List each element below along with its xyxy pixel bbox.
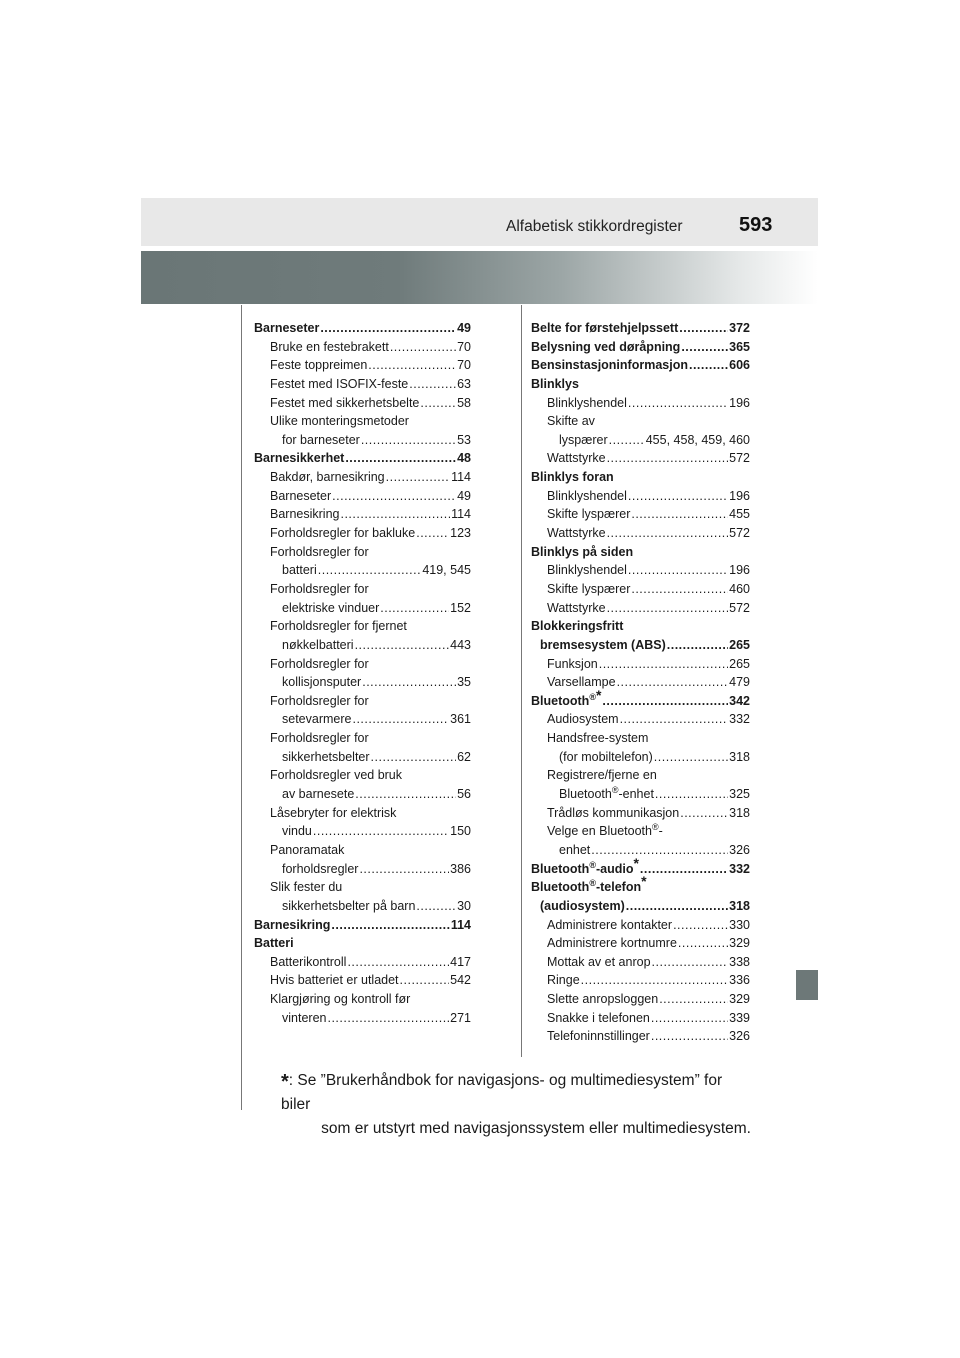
index-entry-page: 342 bbox=[729, 693, 750, 708]
index-entry-label: (audiosystem) bbox=[540, 898, 625, 913]
leader-dots bbox=[371, 748, 457, 767]
leader-dots bbox=[651, 1009, 728, 1028]
index-entry-label: vinteren bbox=[282, 1010, 327, 1025]
index-entry-label: Feste toppreimen bbox=[270, 358, 368, 373]
leader-dots bbox=[380, 599, 449, 618]
index-entry-label: Bruke en festebrakett bbox=[270, 339, 389, 354]
leader-dots bbox=[678, 934, 728, 953]
index-entry-label: Bensinstasjoninformasjon bbox=[531, 358, 688, 373]
footnote-line-2: som er utstyrt med navigasjonssystem eller multimediesystem. bbox=[321, 1120, 751, 1137]
index-entry-page: 365 bbox=[729, 339, 750, 354]
index-entry-label: Barnesikring bbox=[254, 917, 331, 932]
index-column-left bbox=[254, 319, 471, 1027]
index-entry bbox=[254, 338, 471, 357]
index-entry-label: Bakdør, barnesikring bbox=[270, 470, 385, 485]
index-entry-page: 332 bbox=[729, 712, 750, 727]
index-entry bbox=[254, 319, 471, 338]
index-entry bbox=[531, 1027, 750, 1046]
index-entry bbox=[254, 822, 471, 841]
index-entry bbox=[254, 990, 471, 1009]
leader-dots bbox=[654, 748, 728, 767]
index-entry bbox=[254, 431, 471, 450]
index-entry-label: Wattstyrke bbox=[547, 600, 606, 615]
leader-dots bbox=[320, 319, 456, 338]
leader-dots bbox=[620, 710, 729, 729]
leader-dots bbox=[599, 655, 728, 674]
index-entry bbox=[254, 804, 471, 823]
index-entry bbox=[254, 897, 471, 916]
index-entry-page: 56 bbox=[457, 787, 471, 802]
index-entry-label: av barnesete bbox=[282, 787, 355, 802]
index-entry bbox=[254, 375, 471, 394]
index-entry bbox=[531, 748, 750, 767]
index-entry bbox=[531, 356, 750, 375]
leader-dots bbox=[655, 785, 728, 804]
index-entry bbox=[531, 673, 750, 692]
index-entry-page: 318 bbox=[729, 898, 750, 913]
index-entry-page: 62 bbox=[457, 749, 471, 764]
index-entry-page: 572 bbox=[729, 451, 750, 466]
index-entry bbox=[254, 356, 471, 375]
leader-dots bbox=[390, 338, 456, 357]
index-entry-label: nøkkelbatteri bbox=[282, 637, 354, 652]
index-entry-page: 329 bbox=[729, 936, 750, 951]
index-entry-page: 338 bbox=[729, 954, 750, 969]
index-entry-label: setevarmere bbox=[282, 712, 352, 727]
index-entry bbox=[531, 934, 750, 953]
index-entry-label: Wattstyrke bbox=[547, 451, 606, 466]
index-entry-label: Administrere kortnumre bbox=[547, 936, 677, 951]
leader-dots bbox=[345, 449, 456, 468]
index-entry bbox=[254, 766, 471, 785]
index-entry bbox=[254, 524, 471, 543]
index-entry bbox=[531, 1009, 750, 1028]
leader-dots bbox=[361, 431, 456, 450]
index-entry-page: 30 bbox=[457, 898, 471, 913]
leader-dots bbox=[591, 841, 728, 860]
index-entry-label: Bluetooth®-audio* bbox=[531, 854, 639, 876]
index-entry-label: Forholdsregler for fjernet bbox=[270, 619, 407, 634]
index-entry-label: Belysning ved døråpning bbox=[531, 339, 681, 354]
index-entry-page: 443 bbox=[450, 637, 471, 652]
index-entry bbox=[531, 338, 750, 357]
index-entry bbox=[254, 916, 471, 935]
index-entry bbox=[531, 953, 750, 972]
index-entry-label: Ulike monteringsmetoder bbox=[270, 414, 409, 429]
index-entry-page: 325 bbox=[729, 787, 750, 802]
index-entry-label: Barneseter bbox=[270, 488, 332, 503]
index-entry bbox=[531, 561, 750, 580]
leader-dots bbox=[631, 505, 728, 524]
index-entry-page: 318 bbox=[729, 749, 750, 764]
index-entry bbox=[531, 487, 750, 506]
index-entry bbox=[254, 785, 471, 804]
index-entry-label: Festet med sikkerhetsbelte bbox=[270, 395, 420, 410]
index-entry bbox=[531, 412, 750, 431]
leader-dots bbox=[652, 953, 729, 972]
index-entry-page: 326 bbox=[729, 1029, 750, 1044]
footnote bbox=[281, 1067, 751, 1141]
leader-dots bbox=[313, 822, 449, 841]
index-entry-page: 361 bbox=[450, 712, 471, 727]
index-entry bbox=[254, 934, 471, 953]
index-entry-label: vindu bbox=[282, 824, 312, 839]
index-entry-page: 53 bbox=[457, 432, 471, 447]
index-entry bbox=[531, 686, 750, 711]
index-entry-page: 48 bbox=[457, 451, 471, 466]
index-entry bbox=[254, 692, 471, 711]
index-entry-page: 372 bbox=[729, 321, 750, 335]
leader-dots bbox=[631, 580, 728, 599]
index-entry-label: for barneseter bbox=[282, 432, 360, 447]
index-entry-page: 123 bbox=[450, 526, 471, 541]
index-entry-label: Forholdsregler for bbox=[270, 731, 369, 746]
index-entry bbox=[254, 673, 471, 692]
index-entry-label: Barnesikkerhet bbox=[254, 451, 345, 466]
index-entry-page: 572 bbox=[729, 600, 750, 615]
index-entry-page: 326 bbox=[729, 842, 750, 857]
index-entry bbox=[531, 804, 750, 823]
index-entry-page: 265 bbox=[729, 656, 750, 671]
leader-dots bbox=[359, 860, 449, 879]
index-entry-label: Forholdsregler for bbox=[270, 693, 369, 708]
index-entry-page: 271 bbox=[450, 1010, 471, 1025]
index-entry-label: Bluetooth®-enhet bbox=[559, 784, 654, 802]
index-entry bbox=[254, 748, 471, 767]
index-entry bbox=[531, 897, 750, 916]
index-entry-label: Slette anropsloggen bbox=[547, 992, 659, 1007]
index-entry-label: batteri bbox=[282, 563, 317, 578]
index-entry bbox=[531, 599, 750, 618]
header-band bbox=[141, 198, 818, 246]
header-gradient-bar bbox=[141, 251, 818, 304]
index-entry bbox=[254, 617, 471, 636]
index-entry bbox=[254, 710, 471, 729]
index-entry bbox=[254, 394, 471, 413]
index-entry-label: Handsfree-system bbox=[547, 731, 649, 746]
leader-dots bbox=[602, 692, 728, 711]
index-entry-page: 70 bbox=[457, 358, 471, 373]
index-entry-label: Registrere/fjerne en bbox=[547, 768, 657, 783]
leader-dots bbox=[340, 505, 450, 524]
index-entry-page: 332 bbox=[729, 861, 750, 876]
index-entry-page: 114 bbox=[451, 507, 471, 522]
column-divider bbox=[521, 305, 522, 1057]
index-entry bbox=[254, 878, 471, 897]
leader-dots bbox=[667, 636, 728, 655]
leader-dots bbox=[386, 468, 450, 487]
index-entry bbox=[531, 785, 750, 804]
index-entry bbox=[254, 468, 471, 487]
index-entry-label: sikkerhetsbelter på barn bbox=[282, 898, 416, 913]
leader-dots bbox=[628, 561, 728, 580]
index-entry bbox=[531, 655, 750, 674]
index-entry-page: 542 bbox=[450, 973, 471, 988]
index-entry bbox=[531, 375, 750, 394]
index-entry bbox=[531, 873, 750, 897]
index-entry-page: 265 bbox=[729, 637, 750, 652]
index-entry bbox=[531, 841, 750, 860]
index-entry-label: Mottak av et anrop bbox=[547, 954, 651, 969]
index-entry-label: enhet bbox=[559, 842, 591, 857]
leader-dots bbox=[400, 971, 450, 990]
index-entry-page: 329 bbox=[729, 992, 750, 1007]
index-entry-page: 114 bbox=[450, 917, 471, 932]
leader-dots bbox=[651, 1027, 728, 1046]
index-entry-page: 479 bbox=[729, 675, 750, 690]
index-entry bbox=[254, 487, 471, 506]
leader-dots bbox=[581, 971, 728, 990]
index-entry-label: Trådløs kommunikasjon bbox=[547, 805, 680, 820]
index-entry-label: Funksjon bbox=[547, 656, 598, 671]
index-entry bbox=[531, 319, 750, 338]
leader-dots bbox=[355, 636, 450, 655]
index-entry bbox=[531, 394, 750, 413]
leader-dots bbox=[628, 394, 728, 413]
index-entry bbox=[531, 916, 750, 935]
index-entry-page: 455, 458, 459, 460 bbox=[645, 432, 750, 447]
leader-dots bbox=[607, 524, 729, 543]
leader-dots bbox=[352, 710, 449, 729]
leader-dots bbox=[347, 953, 449, 972]
index-entry-label: Wattstyrke bbox=[547, 526, 606, 541]
index-entry-label: Forholdsregler for bakluke bbox=[270, 526, 416, 541]
index-entry-label: Skifte av bbox=[547, 414, 595, 429]
leader-dots bbox=[327, 1009, 449, 1028]
index-entry-page: 336 bbox=[729, 973, 750, 988]
index-entry-label: Blinklyshendel bbox=[547, 395, 627, 410]
index-entry bbox=[531, 431, 750, 450]
index-entry-page: 572 bbox=[729, 526, 750, 541]
index-entry-label: Blinklyshendel bbox=[547, 563, 627, 578]
index-entry bbox=[254, 561, 471, 580]
index-entry-page: 196 bbox=[729, 395, 750, 410]
index-entry-label: Batterikontroll bbox=[270, 954, 347, 969]
index-entry bbox=[254, 729, 471, 748]
index-column-right bbox=[531, 319, 750, 1046]
index-entry-page: 35 bbox=[457, 675, 471, 690]
index-entry bbox=[254, 580, 471, 599]
index-entry bbox=[531, 822, 750, 841]
leader-dots bbox=[681, 338, 728, 357]
index-entry-page: 330 bbox=[729, 917, 750, 932]
index-entry bbox=[531, 543, 750, 562]
index-entry-page: 70 bbox=[457, 339, 471, 354]
index-entry-label: kollisjonsputer bbox=[282, 675, 362, 690]
index-entry-label: Forholdsregler for bbox=[270, 656, 369, 671]
index-entry-label: sikkerhetsbelter bbox=[282, 749, 370, 764]
index-entry bbox=[254, 505, 471, 524]
index-entry bbox=[254, 412, 471, 431]
leader-dots bbox=[355, 785, 456, 804]
leader-dots bbox=[318, 561, 422, 580]
index-entry bbox=[254, 449, 471, 468]
index-entry-page: 196 bbox=[729, 488, 750, 503]
index-entry bbox=[531, 524, 750, 543]
index-entry-label: Bluetooth®-telefon* bbox=[531, 873, 647, 895]
index-entry-label: Blokkeringsfritt bbox=[531, 619, 624, 634]
index-entry-page: 419, 545 bbox=[422, 563, 471, 578]
leader-dots bbox=[332, 487, 456, 506]
index-entry-label: Blinklyshendel bbox=[547, 488, 627, 503]
index-entry bbox=[531, 505, 750, 524]
index-entry-label: Blinklys foran bbox=[531, 470, 614, 485]
index-entry bbox=[254, 636, 471, 655]
index-entry bbox=[254, 971, 471, 990]
index-entry bbox=[531, 636, 750, 655]
index-entry-page: 339 bbox=[729, 1010, 750, 1025]
index-entry bbox=[254, 841, 471, 860]
leader-dots bbox=[362, 673, 456, 692]
leader-dots bbox=[416, 897, 456, 916]
index-entry-page: 318 bbox=[729, 805, 750, 820]
index-entry-page: 63 bbox=[457, 376, 471, 391]
index-entry-label: Skifte lyspærer bbox=[547, 581, 631, 596]
section-title: Alfabetisk stikkordregister bbox=[506, 218, 683, 235]
index-entry bbox=[531, 729, 750, 748]
index-entry bbox=[254, 599, 471, 618]
index-entry bbox=[531, 580, 750, 599]
leader-dots bbox=[368, 356, 456, 375]
index-entry-label: Panoramatak bbox=[270, 842, 345, 857]
index-entry bbox=[254, 655, 471, 674]
index-entry-label: (for mobiltelefon) bbox=[559, 749, 653, 764]
index-entry bbox=[254, 953, 471, 972]
index-entry-label: Velge en Bluetooth®- bbox=[547, 822, 663, 839]
index-entry-label: Belte for førstehjelpssett bbox=[531, 321, 679, 335]
index-entry-page: 58 bbox=[457, 395, 471, 410]
index-entry-page: 49 bbox=[457, 321, 471, 335]
index-entry-page: 150 bbox=[450, 824, 471, 839]
chapter-tab bbox=[796, 970, 818, 1000]
index-entry-label: Batteri bbox=[254, 936, 294, 951]
index-entry-label: Forholdsregler ved bruk bbox=[270, 768, 403, 783]
left-divider bbox=[241, 305, 242, 1110]
index-entry-label: Hvis batteriet er utladet bbox=[270, 973, 399, 988]
index-entry-page: 196 bbox=[729, 563, 750, 578]
leader-dots bbox=[673, 916, 728, 935]
index-entry bbox=[531, 766, 750, 785]
index-entry-page: 49 bbox=[457, 488, 471, 503]
index-entry-label: bremsesystem (ABS) bbox=[540, 637, 666, 652]
index-entry-label: Blinklys på siden bbox=[531, 544, 634, 559]
leader-dots bbox=[617, 673, 729, 692]
index-entry-label: forholdsregler bbox=[282, 861, 359, 876]
footnote-line-1: : Se ”Brukerhåndbok for navigasjons- og multimediesystem” for biler bbox=[281, 1072, 723, 1113]
index-entry-page: 606 bbox=[729, 358, 750, 373]
index-entry-label: Varsellampe bbox=[547, 675, 616, 690]
index-entry-label: Barneseter bbox=[254, 321, 320, 335]
index-entry-label: elektriske vinduer bbox=[282, 600, 380, 615]
index-entry bbox=[254, 543, 471, 562]
index-entry-page: 455 bbox=[729, 507, 750, 522]
index-entry bbox=[531, 449, 750, 468]
index-entry-label: Blinklys bbox=[531, 376, 579, 391]
index-entry-label: Audiosystem bbox=[547, 712, 619, 727]
index-entry-label: Forholdsregler for bbox=[270, 581, 369, 596]
index-entry bbox=[254, 860, 471, 879]
index-entry-page: 152 bbox=[450, 600, 471, 615]
index-entry bbox=[531, 990, 750, 1009]
index-entry-label: Snakke i telefonen bbox=[547, 1010, 650, 1025]
leader-dots bbox=[689, 356, 728, 375]
index-entry-label: Skifte lyspærer bbox=[547, 507, 631, 522]
leader-dots bbox=[679, 319, 728, 338]
index-entry-label: Klargjøring og kontroll før bbox=[270, 992, 411, 1007]
index-entry-label: Festet med ISOFIX-feste bbox=[270, 376, 409, 391]
index-entry-label: Slik fester du bbox=[270, 880, 343, 895]
index-entry-page: 460 bbox=[729, 581, 750, 596]
index-entry bbox=[531, 971, 750, 990]
leader-dots bbox=[640, 860, 728, 879]
index-entry-page: 114 bbox=[451, 470, 471, 485]
index-entry bbox=[531, 468, 750, 487]
leader-dots bbox=[680, 804, 728, 823]
leader-dots bbox=[609, 431, 645, 450]
index-entry-label: Forholdsregler for bbox=[270, 544, 369, 559]
leader-dots bbox=[659, 990, 728, 1009]
leader-dots bbox=[416, 524, 449, 543]
index-entry-label: Låsebryter for elektrisk bbox=[270, 805, 397, 820]
page-number: 593 bbox=[739, 214, 773, 236]
leader-dots bbox=[420, 394, 456, 413]
index-entry-label: Ringe bbox=[547, 973, 580, 988]
leader-dots bbox=[607, 449, 729, 468]
index-entry bbox=[531, 617, 750, 636]
index-entry-label: Bluetooth®* bbox=[531, 686, 602, 708]
index-entry-label: Telefoninnstillinger bbox=[547, 1029, 650, 1044]
leader-dots bbox=[409, 375, 456, 394]
footnote-asterisk: * bbox=[281, 1071, 289, 1093]
index-entry-page: 386 bbox=[450, 861, 471, 876]
leader-dots bbox=[607, 599, 729, 618]
index-entry-page: 417 bbox=[450, 954, 471, 969]
leader-dots bbox=[628, 487, 728, 506]
index-entry bbox=[254, 1009, 471, 1028]
leader-dots bbox=[626, 897, 728, 916]
index-entry-label: Barnesikring bbox=[270, 507, 340, 522]
index-entry bbox=[531, 710, 750, 729]
index-entry-label: Administrere kontakter bbox=[547, 917, 673, 932]
leader-dots bbox=[331, 916, 449, 935]
index-entry-label: lyspærer bbox=[559, 432, 608, 447]
